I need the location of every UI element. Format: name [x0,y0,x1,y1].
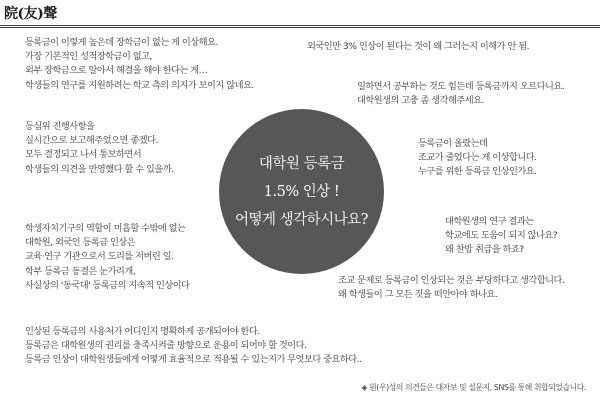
opinion-line: 외부 장학금으로 알아서 해결을 해야 한다는 게… [25,65,208,77]
center-question-line: 1.5% 인상 ! [263,183,340,200]
opinion-line: 등심위 진행사항을 [25,121,95,132]
opinion-line: 등록금 인상이 대학원생들에게 어떻게 효율적으로 적용될 수 있는지가 무엇보다 중요하다.. [25,354,362,366]
opinion-line: 학생들의 연구를 지원하려는 학교 측의 의지가 보이지 않네요. [25,79,254,91]
opinion-line: 교육·연구 기관으로서 도리를 저버린 일. [25,251,174,263]
opinion-line: 모두 결정되고 나서 통보하면서 [25,149,142,161]
opinion-line: 등록금은 대학원생의 권리를 충족시켜줄 방향으로 운용이 되어야 할 것이다. [25,340,307,352]
opinion-line: 학부 등록금 동결은 눈가리개, [25,265,136,277]
opinion-line: 조교가 줄었다는 게 이상합니다. [418,152,537,164]
opinion-comment [338,274,564,302]
source-footnote: ◈ 원(우)성의 의견들은 대자보 및 설문지, SNS를 통해 취합되었습니다. [361,383,586,392]
opinion-line: 등록금이 이렇게 높은데 장학금이 없는 게 이상해요. [25,37,218,48]
opinion-line: 누구를 위한 등록금 인상인가요. [418,166,537,178]
center-question-line: 대학원 등록금 [258,155,345,172]
opinion-line: 실시간으로 보고해주었으면 좋겠다. [25,135,158,147]
header-divider [0,25,600,28]
section-title: 院(友)聲 [4,6,57,22]
opinion-comment [25,36,254,93]
center-question-circle [219,109,384,274]
opinion-line: 학생들의 의견을 반영했다 할 수 있을까. [25,163,174,175]
opinion-comment [25,325,362,368]
center-question-line: 어떻게 생각하시나요? [235,211,368,228]
opinion-line: 일하면서 공부하는 것도 힘든데 등록금까지 오르다니요. [357,81,565,92]
opinion-line: 조교 문제로 등록금이 인상되는 것은 부당하다고 생각합니다. [338,275,565,286]
opinion-comment [307,40,529,54]
opinion-line: 대학원생의 연구 결과는 [445,216,534,227]
opinion-line: 학교에도 도움이 되지 않나요? [445,230,558,242]
opinion-comment [418,137,537,180]
opinion-line: 외국인만 3% 인상이 된다는 것이 왜 그러는지 이해가 안 됨. [307,41,530,52]
opinion-comment [357,80,564,108]
opinion-line: 왜 학생들이 그 모든 것을 떠안아야 하나요. [338,289,498,301]
opinion-line: 대학원생의 고충 좀 생각해주세요. [357,95,484,107]
opinion-comment [25,120,174,177]
opinion-line: 학생자치기구의 역할이 미흡할 수밖에 없는 [25,223,186,234]
opinion-line: 사실상의 '동국대' 등록금의 지속적 인상이다 [25,279,190,291]
opinion-line: 인상된 등록금의 사용처가 어디인지 명확하게 공개되어야 한다. [25,326,260,337]
opinion-comment [445,215,557,258]
opinion-line: 왜 찬밥 취급을 하죠? [445,244,524,256]
opinion-comment [25,222,190,293]
opinion-line: 등록금이 올랐는데 [418,138,488,149]
opinion-line: 가장 기본적인 성적장학금이 없고, [25,51,152,63]
opinion-line: 대학원, 외국인 등록금 인상은 [25,237,136,249]
page-header [0,0,600,30]
